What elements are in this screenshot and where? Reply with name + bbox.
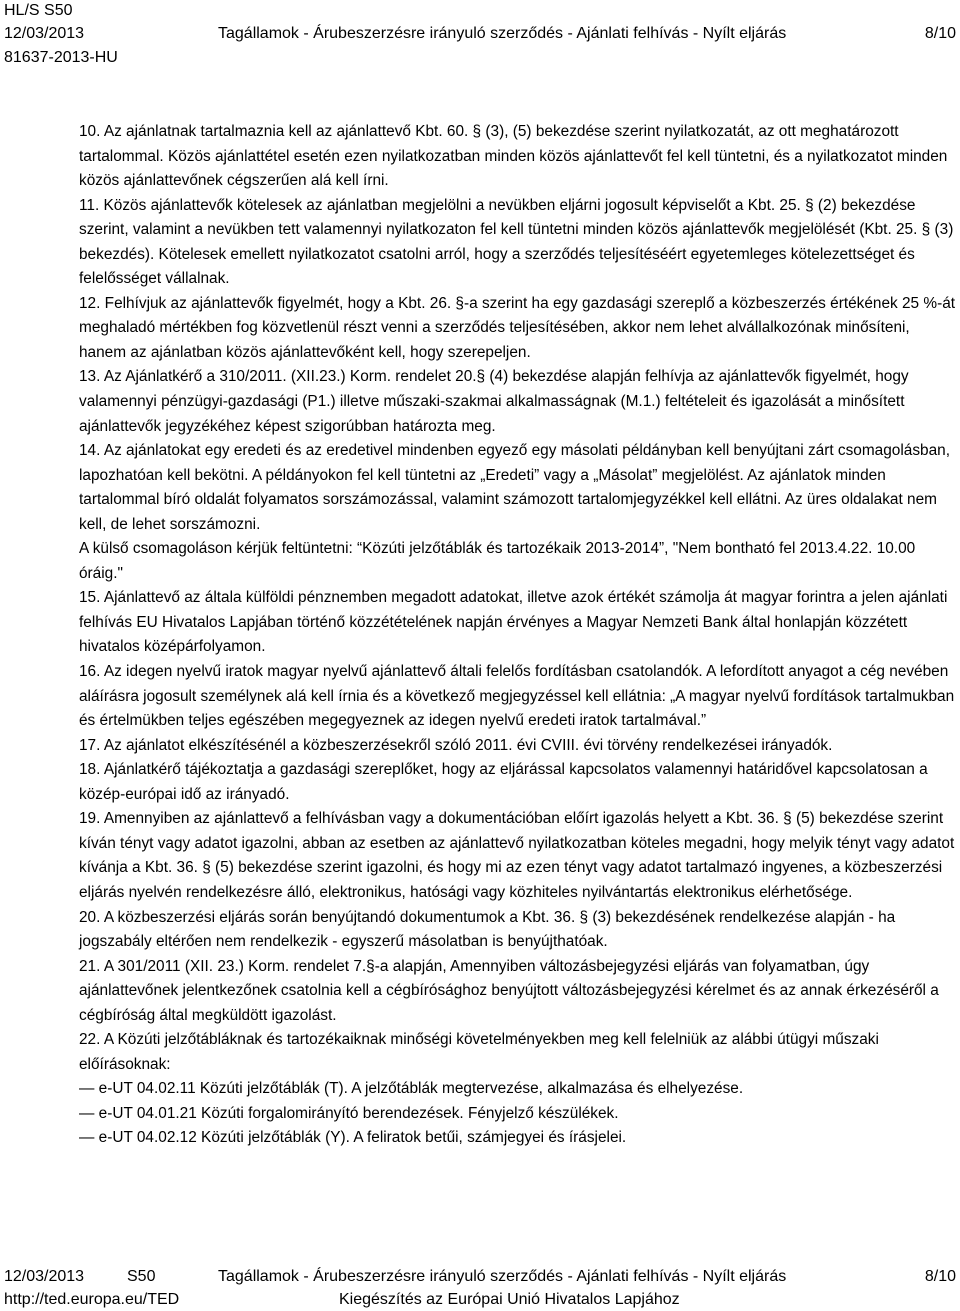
list-item-standard: — e-UT 04.02.12 Közúti jelzőtáblák (Y). A feliratok betűi, számjegyei és írásjelei. xyxy=(79,1129,627,1147)
header-serial: HL/S S50 xyxy=(4,2,73,19)
footer-url-link[interactable]: http://ted.europa.eu/TED xyxy=(4,1291,180,1308)
paragraph-10: 10. Az ajánlatnak tartalmaznia kell az ajánlattevő Kbt. 60. § (3), (5) bekezdése szerint nyilatkozatát, az ott meghatározott tartalommal. Közös ajánlattétel esetén ezen nyilatkozatban minden közös ajánlattevőt fel kell tüntetni, és a nyilatkozatot minden közös ajánlattevőnek cégszerűen alá kell írni. xyxy=(79,123,948,190)
footer-title: Tagállamok - Árubeszerzésre irányuló szerződés - Ajánlati felhívás - Nyílt eljárás xyxy=(218,1268,787,1285)
document-body xyxy=(79,120,957,1151)
paragraph-12: 12. Felhívjuk az ajánlattevők figyelmét, hogy a Kbt. 26. §-a szerint ha egy gazdasági szereplő a közbeszerzés értékének 25 %-át meghaladó mértékben fog közvetlenül részt venni a szerződés teljesítésében, akkor nem lehet alvállalkozónak minősíteni, hanem az ajánlatban közös ajánlattevőként kell, hogy szerepeljen. xyxy=(79,294,956,361)
paragraph-18: 18. Ajánlatkérő tájékoztatja a gazdasági szereplőket, hogy az eljárással kapcsolatos valamennyi határidővel kapcsolatosan a közép-európai idő az irányadó. xyxy=(79,761,928,803)
paragraph-17: 17. Az ajánlatot elkészítésénél a közbeszerzésekről szóló 2011. évi CVIII. évi törvény rendelkezései irányadók. xyxy=(79,736,833,754)
footer-series: S50 xyxy=(127,1268,156,1285)
header-page-number: 8/10 xyxy=(924,25,956,42)
list-item-standard: — e-UT 04.02.11 Közúti jelzőtáblák (T). A jelzőtáblák megtervezése, alkalmazása és elhelyezése. xyxy=(79,1080,744,1098)
footer-page-number: 8/10 xyxy=(924,1268,956,1285)
footer-supplement: Kiegészítés az Európai Unió Hivatalos Lapjához xyxy=(339,1291,680,1308)
header-title: Tagállamok - Árubeszerzésre irányuló szerződés - Ajánlati felhívás - Nyílt eljárás xyxy=(218,25,787,42)
paragraph-21: 21. A 301/2011 (XII. 23.) Korm. rendelet 7.§-a alapján, Amennyiben változásbejegyzési eljárás van folyamatban, úgy ajánlattevőnek jelentkezőnek csatolnia kell a cégbírósághoz benyújtott változásbejegyzési kérelmet és az annak érkezéséről a cégbíróság által megküldött igazolást. xyxy=(79,957,939,1024)
header-date: 12/03/2013 xyxy=(4,25,85,42)
paragraph-20: 20. A közbeszerzési eljárás során benyújtandó dokumentumok a Kbt. 36. § (3) bekezdésének rendelkezése alapján - ha jogszabály eltérően nem rendelkezik - egyszerű másolatban is benyújthatóak. xyxy=(79,908,896,951)
paragraph-16: 16. Az idegen nyelvű iratok magyar nyelvű ajánlattevő általi felelős fordításban csatolandók. A lefordított anyagot a cég nevében aláírásra jogosult személynek alá kell írnia és a következő megjegyzéssel kell ellátnia: „A magyar nyelvű fordítások tartalmukban és értelmükben teljes egészében megegyeznek az idegen nyelvű eredeti iratok tartalmával.” xyxy=(79,663,955,730)
paragraph-19: 19. Amennyiben az ajánlattevő a felhívásban vagy a dokumentációban előírt igazolás helyett a Kbt. 36. § (5) bekezdése szerint kíván tényt vagy adatot igazolni, abban az esetben az ajánlattevő nyilatkozatban köteles megadni, hogy melyik tényt vagy adatot kívánja a Kbt. 36. § (5) bekezdése szerint igazolni, és hogy mi az ezen tényt vagy adatot tartalmazó ingyenes, a közbeszerzési eljárás nyelvén rendelkezésre álló, elektronikus, hatósági vagy közhiteles nyilvántartás elektronikus elérhetősége. xyxy=(79,810,955,901)
header-document-number: 81637-2013-HU xyxy=(4,49,118,66)
paragraph-13: 13. Az Ajánlatkérő a 310/2011. (XII.23.) Korm. rendelet 20.§ (4) bekezdése alapján felhívja az ajánlattevők figyelmét, hogy valamennyi pénzügyi-gazdasági (P1.) illetve műszaki-szakmai alkalmasságnak (M.1.) feltételeit és igazolását a minősített ajánlattevők jegyzékéhez képest szigorúbban határozta meg. xyxy=(79,368,909,435)
paragraph-11: 11. Közös ajánlattevők kötelesek az ajánlatban megjelölni a nevükben eljárni jogosult képviselőt a Kbt. 25. § (2) bekezdése szerint, valamint a nevükben tett valamennyi nyilatkozaton fel kell tüntetni minden közös ajánlattevők megjelölését (Kbt. 25. § (3) bekezdés). Kötelesek emellett nyilatkozatot csatolni arról, hogy a szerződés teljesítéséért egyetemleges kötelezettséget és felelősséget vállalnak. xyxy=(79,196,954,288)
paragraph-14: 14. Az ajánlatokat egy eredeti és az eredetivel mindenben egyező egy másolati példányban kell benyújtani zárt csomagolásban, lapozhatóan kell bekötni. A példányokon fel kell tüntetni az „Eredeti” vagy a „Másolat” megjelölést. Az ajánlatok minden tartalommal bíró oldalát folyamatos sorszámozással, valamint számozott tartalomjegyzékkel kell ellátni. Az üres oldalakat nem kell, de lehet sorszámozni. xyxy=(79,442,950,533)
paragraph-22: 22. A Közúti jelzőtábláknak és tartozékaiknak minőségi követelményekben meg kell felelniük az alábbi útügyi műszaki előírásoknak: xyxy=(79,1031,879,1073)
paragraph-15: 15. Ajánlattevő az általa külföldi pénznemben megadott adatokat, illetve azok értékét számolja át magyar forintra a jelen ajánlati felhívás EU Hivatalos Lapjában történő közzétételének napján érvényes a Magyar Nemzeti Bank által honlapján közzétett hivatalos középárfolyamon. xyxy=(79,589,948,656)
footer-date: 12/03/2013 xyxy=(4,1268,85,1285)
list-item-standard: — e-UT 04.01.21 Közúti forgalomirányító berendezések. Fényjelző készülékek. xyxy=(79,1104,619,1122)
paragraph-packaging-note: A külső csomagoláson kérjük feltüntetni: “Közúti jelzőtáblák és tartozékaik 2013-2014”, "Nem bontható fel 2013.4.22. 10.00 óráig." xyxy=(79,540,916,582)
